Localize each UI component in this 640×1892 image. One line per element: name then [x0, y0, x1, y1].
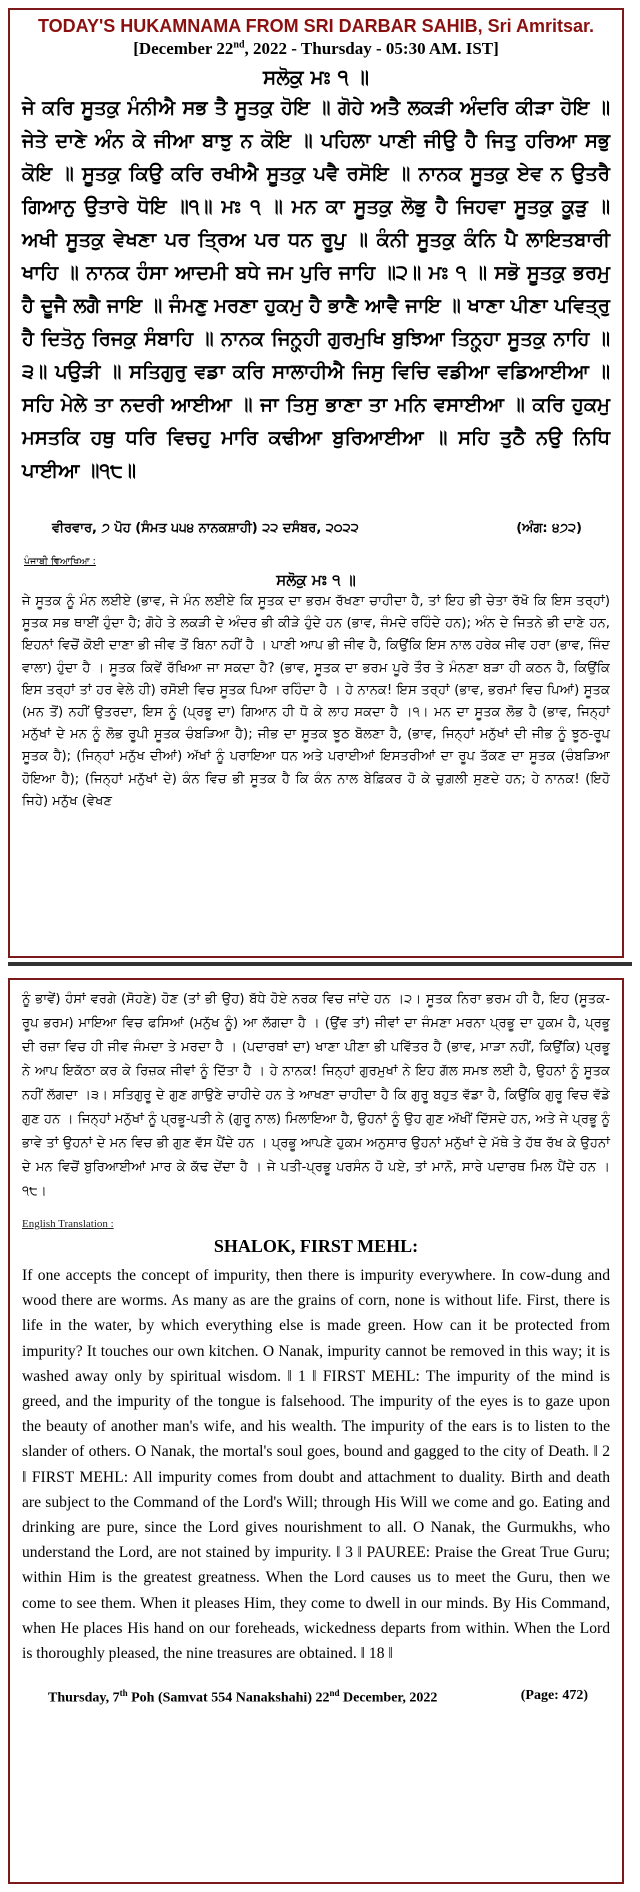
footer-day-pre: Thursday, 7 — [48, 1690, 120, 1706]
date-post: , 2022 - Thursday - 05:30 AM. IST] — [244, 39, 499, 58]
gurbani-text: ਜੇ ਕਰਿ ਸੂਤਕੁ ਮੰਨੀਐ ਸਭ ਤੈ ਸੂਤਕੁ ਹੋਇ ॥ ਗੋਹੇ ਅਤੈ ਲਕੜੀ ਅੰਦਰਿ ਕੀੜਾ ਹੋਇ ॥ ਜੇਤੇ ਦਾਣੇ ਅੰਨ ਕੇ ਜੀਆ ਬਾਝੁ ਨ ਕੋਇ ॥ ਪਹਿਲਾ ਪਾਣੀ ਜੀਉ ਹੈ ਜਿਤੁ ਹਰਿਆ ਸਭੁ ਕੋਇ ॥ ਸੂਤਕੁ ਕਿਉ ਕਰਿ ਰਖੀਐ ਸੂਤਕੁ ਪਵੈ ਰਸੋਇ ॥ ਨਾਨਕ ਸੂਤਕੁ ਏਵ ਨ ਉਤਰੈ ਗਿਆਨੁ ਉਤਾਰੇ ਧੋਇ ॥੧॥ ਮਃ ੧ ॥ ਮਨ ਕਾ ਸੂਤਕੁ ਲੋਭੁ ਹੈ ਜਿਹਵਾ ਸੂਤਕੁ ਕੂੜੁ ॥ ਅਖੀ ਸੂਤਕੁ ਵੇਖਣਾ ਪਰ ਤ੍ਰਿਅ ਪਰ ਧਨ ਰੂਪੁ ॥ ਕੰਨੀ ਸੂਤਕੁ ਕੰਨਿ ਪੈ ਲਾਇਤਬਾਰੀ ਖਾਹਿ ॥ ਨਾਨਕ ਹੰਸਾ ਆਦਮੀ ਬਧੇ ਜਮ ਪੁਰਿ ਜਾਹਿ ॥੨॥ ਮਃ ੧ ॥ ਸਭੋ ਸੂਤਕੁ ਭਰਮੁ ਹੈ ਦੂਜੈ ਲਗੈ ਜਾਇ ॥ ਜੰਮਣੁ ਮਰਣਾ ਹੁਕਮੁ ਹੈ ਭਾਣੈ ਆਵੈ ਜਾਇ ॥ ਖਾਣਾ ਪੀਣਾ ਪਵਿਤ੍ਰੁ ਹੈ ਦਿਤੋਨੁ ਰਿਜਕੁ ਸੰਬਾਹਿ ॥ ਨਾਨਕ ਜਿਨ੍ਹ੍ਹੀ ਗੁਰਮੁਖਿ ਬੁਝਿਆ ਤਿਨ੍ਹ੍ਹਾ ਸੂਤਕੁ ਨਾਹਿ ॥੩॥ ਪਉੜੀ ॥ ਸਤਿਗੁਰੁ ਵਡਾ ਕਰਿ ਸਾਲਾਹੀਐ ਜਿਸੁ ਵਿਚਿ ਵਡੀਆ ਵਡਿਆਈਆ ॥ ਸਹਿ ਮੇਲੇ ਤਾ ਨਦਰੀ ਆਈਆ ॥ ਜਾ ਤਿਸੁ ਭਾਣਾ ਤਾ ਮਨਿ ਵਸਾਈਆ ॥ ਕਰਿ ਹੁਕਮੁ ਮਸਤਕਿ ਹਥੁ ਧਰਿ ਵਿਚਹੁ ਮਾਰਿ ਕਢੀਆ ਬੁਰਿਆਈਆ ॥ ਸਹਿ ਤੁਠੈ ਨਉ ਨਿਧਿ ਪਾਈਆ ॥੧੮॥ — [22, 96, 610, 482]
punjabi-vyakhya-title: ਸਲੋਕੁ ਮਃ ੧ ॥ — [276, 571, 356, 589]
punjabi-date: ਵੀਰਵਾਰ, ੭ ਪੋਹ (ਸੰਮਤ ੫੫੪ ਨਾਨਕਸ਼ਾਹੀ) ੨੨ ਦਸੰਬਰ, ੨੦੨੨ — [52, 521, 359, 536]
english-title: SHALOK, FIRST MEHL: — [213, 1236, 419, 1256]
footer-page: (Page: 472) — [520, 1688, 588, 1704]
punjabi-vyakhya-text-1: ਜੇ ਸੂਤਕ ਨੂੰ ਮੰਨ ਲਈਏ (ਭਾਵ, ਜੇ ਮੰਨ ਲਈਏ ਕਿ ਸੂਤਕ ਦਾ ਭਰਮ ਰੱਖਣਾ ਚਾਹੀਦਾ ਹੈ, ਤਾਂ ਇਹ ਭੀ ਚੇਤਾ ਰੱਖੋ ਕਿ ਇਸ ਤਰ੍ਹਾਂ) ਸੂਤਕ ਸਭ ਥਾਈਂ ਹੁੰਦਾ ਹੈ; ਗੋਹੇ ਤੇ ਲਕੜੀ ਦੇ ਅੰਦਰ ਭੀ ਕੀੜੇ ਹੁੰਦੇ ਹਨ (ਭਾਵ, ਜੰਮਦੇ ਰਹਿੰਦੇ ਹਨ); ਅੰਨ ਦੇ ਜਿਤਨੇ ਭੀ ਦਾਣੇ ਹਨ, ਇਹਨਾਂ ਵਿਚੋਂ ਕੋਈ ਦਾਣਾ ਭੀ ਜੀਵ ਤੋਂ ਬਿਨਾ ਨਹੀਂ ਹੈ । ਪਾਣੀ ਆਪ ਭੀ ਜੀਵ ਹੈ, ਕਿਉਂਕਿ ਇਸ ਨਾਲ ਹਰੇਕ ਜੀਵ ਹਰਾ (ਭਾਵ, ਜਿੰਦ ਵਾਲਾ) ਹੁੰਦਾ ਹੈ । ਸੂਤਕ ਕਿਵੇਂ ਰੱਖਿਆ ਜਾ ਸਕਦਾ ਹੈ? (ਭਾਵ, ਸੂਤਕ ਦਾ ਭਰਮ ਪੂਰੇ ਤੌਰ ਤੇ ਮੰਨਣਾ ਬੜਾ ਹੀ ਕਠਨ ਹੈ, ਕਿਉਂਕਿ ਇਸ ਤਰ੍ਹਾਂ ਤਾਂ ਹਰ ਵੇਲੇ ਹੀ) ਰਸੋਈ ਵਿਚ ਸੂਤਕ ਪਿਆ ਰਹਿੰਦਾ ਹੈ । ਹੇ ਨਾਨਕ! ਇਸ ਤਰ੍ਹਾਂ (ਭਾਵ, ਭਰਮਾਂ ਵਿਚ ਪਿਆਂ) ਸੂਤਕ (ਮਨ ਤੋਂ) ਨਹੀਂ ਉਤਰਦਾ, ਇਸ ਨੂੰ (ਪ੍ਰਭੂ ਦਾ) ਗਿਆਨ ਹੀ ਧੋ ਕੇ ਲਾਹ ਸਕਦਾ ਹੈ ।੧। ਮਨ ਦਾ ਸੂਤਕ ਲੋਭ ਹੈ (ਭਾਵ, ਜਿਨ੍ਹਾਂ ਮਨੁੱਖਾਂ ਦੇ ਮਨ ਨੂੰ ਲੋਭ ਰੂਪੀ ਸੂਤਕ ਚੰਬੜਿਆ ਹੈ); ਜੀਭ ਦਾ ਸੂਤਕ ਝੂਠ ਬੋਲਣਾ ਹੈ, (ਭਾਵ, ਜਿਨ੍ਹਾਂ ਮਨੁੱਖਾਂ ਦੀ ਜੀਭ ਨੂੰ ਝੂਠ-ਰੂਪ ਸੂਤਕ ਹੈ); (ਜਿਨ੍ਹਾਂ ਮਨੁੱਖ ਦੀਆਂ) ਅੱਖਾਂ ਨੂੰ ਪਰਾਇਆ ਧਨ ਅਤੇ ਪਰਾਈਆਂ ਇਸਤਰੀਆਂ ਦਾ ਰੂਪ ਤੱਕਣ ਦਾ ਸੂਤਕ (ਚੰਬੜਿਆ ਹੋਇਆ ਹੈ); (ਜਿਨ੍ਹਾਂ ਮਨੁੱਖਾਂ ਦੇ) ਕੰਨ ਵਿਚ ਭੀ ਸੂਤਕ ਹੈ ਕਿ ਕੰਨ ਨਾਲ ਬੇਫ਼ਿਕਰ ਹੋ ਕੇ ਚੁਗ਼ਲੀ ਸੁਣਦੇ ਹਨ; ਹੇ ਨਾਨਕ! (ਇਹੋ ਜਿਹੇ) ਮਨੁੱਖ (ਵੇਖਣ — [22, 594, 611, 809]
punjabi-vyakhya-text-2: ਨੂੰ ਭਾਵੇਂ) ਹੰਸਾਂ ਵਰਗੇ (ਸੋਹਣੇ) ਹੋਣ (ਤਾਂ ਭੀ ਉਹ) ਬੱਧੇ ਹੋਏ ਨਰਕ ਵਿਚ ਜਾਂਦੇ ਹਨ ।੨। ਸੂਤਕ ਨਿਰਾ ਭਰਮ ਹੀ ਹੈ, ਇਹ (ਸੂਤਕ-ਰੂਪ ਭਰਮ) ਮਾਇਆ ਵਿਚ ਫਸਿਆਂ (ਮਨੁੱਖ ਨੂੰ) ਆ ਲੱਗਦਾ ਹੈ । (ਉਂਵ ਤਾਂ) ਜੀਵਾਂ ਦਾ ਜੰਮਣਾ ਮਰਨਾ ਪ੍ਰਭੂ ਦਾ ਹੁਕਮ ਹੈ, ਪ੍ਰਭੂ ਦੀ ਰਜ਼ਾ ਵਿਚ ਹੀ ਜੀਵ ਜੰਮਦਾ ਤੇ ਮਰਦਾ ਹੈ । (ਪਦਾਰਥਾਂ ਦਾ) ਖਾਣਾ ਪੀਣਾ ਭੀ ਪਵਿੱਤਰ ਹੈ (ਭਾਵ, ਮਾੜਾ ਨਹੀਂ, ਕਿਉਂਕਿ) ਪ੍ਰਭੂ ਨੇ ਆਪ ਇਕੱਠਾ ਕਰ ਕੇ ਰਿਜ਼ਕ ਜੀਵਾਂ ਨੂੰ ਦਿੱਤਾ ਹੈ । ਹੇ ਨਾਨਕ! ਜਿਨ੍ਹਾਂ ਗੁਰਮੁਖਾਂ ਨੇ ਇਹ ਗੱਲ ਸਮਝ ਲਈ ਹੈ, ਉਹਨਾਂ ਨੂੰ ਸੂਤਕ ਨਹੀਂ ਲੱਗਦਾ ।੩। ਸਤਿਗੁਰੂ ਦੇ ਗੁਣ ਗਾਉਣੇ ਚਾਹੀਦੇ ਹਨ ਤੇ ਆਖਣਾ ਚਾਹੀਦਾ ਹੈ ਕਿ ਗੁਰੂ ਬਹੁਤ ਵੱਡਾ ਹੈ, ਕਿਉਂਕਿ ਗੁਰੂ ਵਿਚ ਵੱਡੇ ਗੁਣ ਹਨ । ਜਿਨ੍ਹਾਂ ਮਨੁੱਖਾਂ ਨੂੰ ਪ੍ਰਭੂ-ਪਤੀ ਨੇ (ਗੁਰੂ ਨਾਲ) ਮਿਲਾਇਆ ਹੈ, ਉਹਨਾਂ ਨੂੰ ਉਹ ਗੁਣ ਅੱਖੀਂ ਦਿੱਸਦੇ ਹਨ, ਅਤੇ ਜੇ ਪ੍ਰਭੂ ਨੂੰ ਭਾਵੇ ਤਾਂ ਉਹਨਾਂ ਦੇ ਮਨ ਵਿਚ ਭੀ ਗੁਣ ਵੱਸ ਪੈਂਦੇ ਹਨ । ਪ੍ਰਭੂ ਆਪਣੇ ਹੁਕਮ ਅਨੁਸਾਰ ਉਹਨਾਂ ਮਨੁੱਖਾਂ ਦੇ ਮੱਥੇ ਤੇ ਹੱਥ ਰੱਖ ਕੇ ਉਹਨਾਂ ਦੇ ਮਨ ਵਿਚੋਂ ਬੁਰਿਆਈਆਂ ਮਾਰ ਕੇ ਕੱਢ ਦੇਂਦਾ ਹੈ । ਜੇ ਪਤੀ-ਪ੍ਰਭੂ ਪਰਸੰਨ ਹੋ ਪਏ, ਤਾਂ ਮਾਨੋ, ਸਾਰੇ ਪਦਾਰਥ ਮਿਲ ਪੈਂਦੇ ਹਨ ।੧੮। — [22, 992, 610, 1199]
punjabi-ang: (ਅੰਗ: ੪੭੨) — [516, 521, 582, 536]
section-divider — [8, 962, 632, 966]
english-text: If one accepts the concept of impurity, then there is impurity everywhere. In cow-dung and wood there are worms. As many as are the grains of corn, none is without life. First, there is life in the water, by which everything else is made green. How can it be protected from impurity? It touches our own kitchen. O Nanak, impurity cannot be removed in this way; it is washed away only by spiritual wisdom. ‖ 1 ‖ FIRST MEHL: The impurity of the mind is greed, and the impurity of the tongue is falsehood. The impurity of the eyes is to gaze upon the beauty of another man's wife, and his wealth. The impurity of the ears is to listen to the slander of others. O Nanak, the mortal's soul goes, bound and gagged to the city of Death. ‖ 2 ‖ FIRST MEHL: All impurity comes from doubt and attachment to duality. Birth and death are subject to the Command of the Lord's Will; through His Will we come and go. Eating and drinking are pure, since the Lord gives nourishment to all. O Nanak, the Gurmukhs, who understand the Lord, are not stained by impurity. ‖ 3 ‖ PAUREE: Praise the Great True Guru; within Him is the greatest greatness. When the Lord causes us to meet the Guru, then we come to see them. When it pleases Him, they come to dwell in our minds. By His Command, when He places His hand on our foreheads, wickedness departs from within. When the Lord is thoroughly pleased, the nine treasures are obtained. ‖ 18 ‖ — [22, 1267, 610, 1663]
hukamnama-panel-top — [8, 8, 624, 958]
footer-day-sup2: nd — [329, 1688, 340, 1699]
date-sup: nd — [233, 39, 245, 51]
punjabi-date-row — [10, 521, 622, 536]
english-translation-label: English Translation : — [22, 1218, 114, 1230]
footer-day-post: December, 2022 — [339, 1690, 438, 1706]
date-pre: [December 22 — [133, 39, 234, 58]
hukamnama-panel-bottom — [8, 978, 624, 1884]
page-title: TODAY'S HUKAMNAMA FROM SRI DARBAR SAHIB, Sri Amritsar. — [37, 16, 594, 36]
footer-date — [48, 1688, 437, 1707]
date-line — [10, 39, 622, 59]
gurbani-title: ਸਲੋਕੁ ਮਃ ੧ ॥ — [263, 65, 369, 89]
footer-row — [10, 1688, 622, 1707]
footer-day-mid: Poh (Samvat 554 Nanakshahi) 22 — [127, 1690, 330, 1706]
footer-day-sup: th — [119, 1688, 128, 1699]
punjabi-vyakhya-label: ਪੰਜਾਬੀ ਵਿਆਖਿਆ : — [24, 556, 96, 567]
